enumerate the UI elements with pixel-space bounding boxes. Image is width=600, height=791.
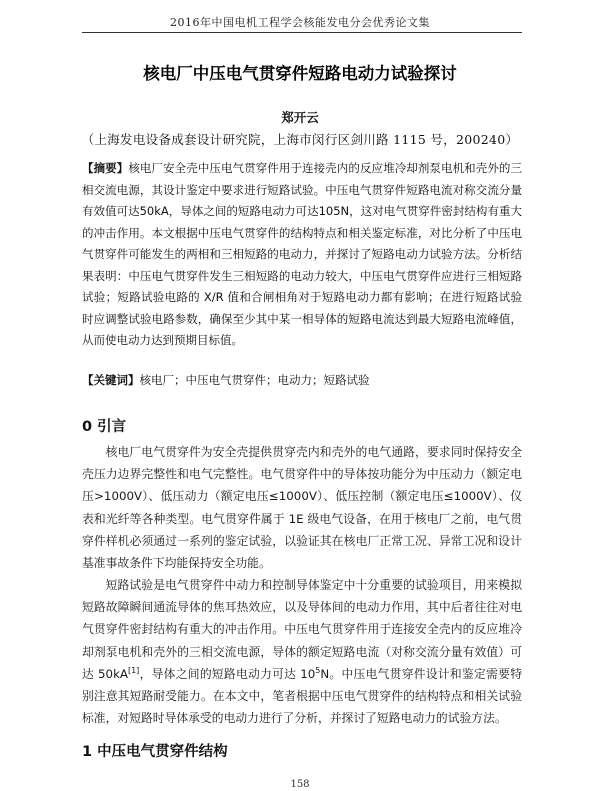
abstract-label: 【摘要】 [82,161,129,175]
running-header: 2016年中国电机工程学会核能发电分会优秀论文集 [170,16,430,29]
keywords [82,370,522,390]
intro-paragraph-2 [82,574,522,729]
intro-paragraph-2-part-3: N。中压电气贯穿件设计和鉴定需要特别注意其短路耐受能力。在本文中，笔者根据中压电气贯穿件的结构特点和相关试验标准，对短路时导体承受的电动力进行了分析，并探讨了短路电动力的试验方法。 [82,666,522,726]
intro-paragraph-2-part-1: 短路试验是电气贯穿件中动力和控制导体鉴定中十分重要的试验项目，用来模拟短路故障瞬间通流导体的焦耳热效应，以及导体间的电动力作用，其中后者往往对电气贯穿件密封结构有重大的冲击作用。中压电气贯穿件用于连接安全壳内的反应堆冷却剂泵电机和壳外的三相交流电源，导体的额定短路电流（对称交流分量有效值）可达 50kA [82,578,522,681]
abstract [82,158,522,352]
keywords-label: 【关键词】 [82,373,140,387]
section-heading-introduction: 0 引言 [82,419,127,435]
author-name: 郑开云 [281,110,319,125]
author-affiliation: （上海发电设备成套设计研究院，上海市闵行区剑川路 1115 号，200240） [81,132,519,147]
force-exponent: 5 [315,665,321,675]
header-rule [82,32,522,33]
keywords-text: 核电厂；中压电气贯穿件；电动力；短路试验 [139,373,370,387]
paper-title: 核电厂中压电气贯穿件短路电动力试验探讨 [143,64,457,83]
citation-ref[interactable]: [1] [127,665,140,675]
intro-paragraph-2-part-2: ，导体之间的短路电动力可达 10 [139,666,316,681]
page-number: 158 [290,779,310,790]
intro-paragraph-1: 核电厂电气贯穿件为安全壳提供贯穿壳内和壳外的电气通路，要求同时保持安全壳压力边界完整性和电气完整性。电气贯穿件中的导体按功能分为中压动力（额定电压>1000V）、低压动力（额定电压≤1000V）、低压控制（额定电压≤1000V）、仪表和光纤等各种类型。电气贯穿件属于 1E 级电气设备，在用于核电厂之前，电气贯穿件样机必须通过一系列的鉴定试验，以验证其在核电厂正常工况、异常工况和设计基准事故条件下均能保持安全功能。 [82,445,522,571]
section-heading-structure: 1 中压电气贯穿件结构 [82,744,228,760]
abstract-text: 核电厂安全壳中压电气贯穿件用于连接壳内的反应堆冷却剂泵电机和壳外的三相交流电源，其设计鉴定中要求进行短路试验。中压电气贯穿件短路电流对称交流分量有效值可达50kA，导体之间的短路电动力可达105N，这对电气贯穿件密封结构有重大的冲击作用。本文根据中压电气贯穿件的结构特点和相关鉴定标准，对比分析了中压电气贯穿件可能发生的两相和三相短路的电动力，并探讨了短路电动力试验方法。分析结果表明：中压电气贯穿件发生三相短路的电动力较大，中压电气贯穿件应进行三相短路试验；短路试验电路的 X/R 值和合闸相角对于短路电动力都有影响；在进行短路试验时应调整试验电路参数，确保至少其中某一相导体的短路电流达到最大短路电流峰值，从而使电动力达到预期目标值。 [82,161,522,347]
